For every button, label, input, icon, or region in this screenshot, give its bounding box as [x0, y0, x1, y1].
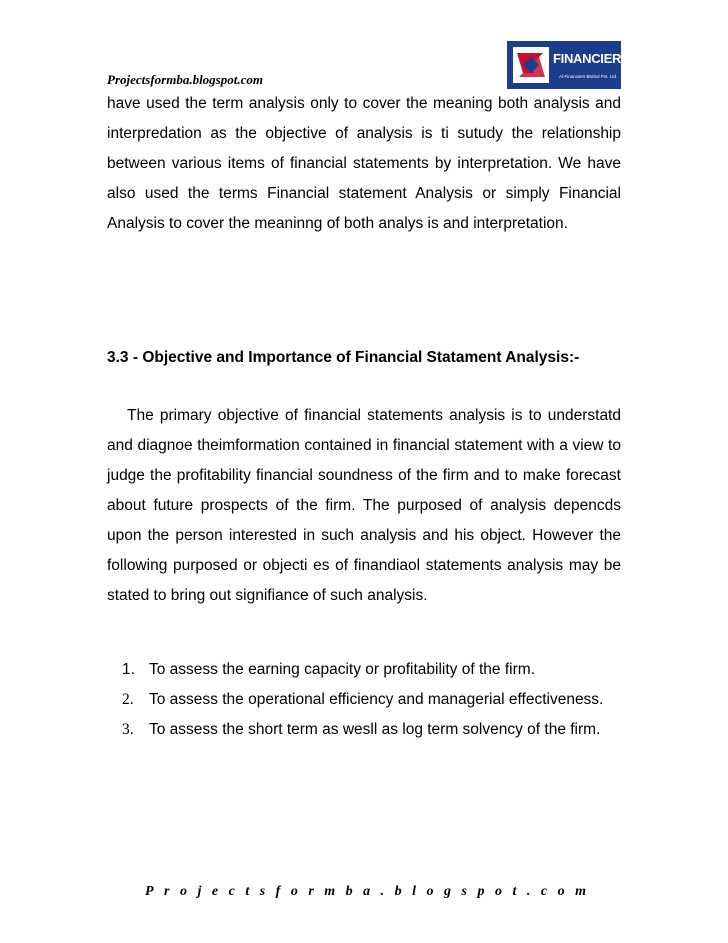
- list-item-number: 3.: [122, 721, 134, 738]
- list-item: [122, 715, 621, 745]
- list-item-text: To assess the operational efficiency and managerial effectiveness.: [149, 691, 604, 708]
- logo-mark-icon: [513, 47, 549, 83]
- paragraph-objective: The primary objective of financial statements analysis is to understatd and diagnoe theimformation contained in financial statement with a view to judge the profitability financial soundness of the firm and to make forecast about future prospects of the firm. The purposed of analysis depencds upon the person interested in such analysis and his object. However the following purposed or objecti es of finandiaol statements analysis may be stated to bring out signifiance of such analysis.: [107, 407, 621, 604]
- list-item-number: 2.: [122, 691, 134, 708]
- list-item-text: To assess the earning capacity or profitability of the firm.: [149, 661, 535, 678]
- paragraph-intro: have used the term analysis only to cover the meaning both analysis and interpredation as the objective of analysis is ti sutudy the relationship between various items of financial statements by interpretation. We have also used the terms Financial statement Analysis or simply Financial Analysis to cover the meaninng of both analys is and interpretation.: [107, 95, 621, 232]
- objectives-list: [122, 655, 621, 745]
- section-heading: 3.3 - Objective and Importance of Financial Statament Analysis:-: [107, 349, 580, 366]
- list-item-number: 1.: [122, 661, 135, 678]
- list-item-text: To assess the short term as wesll as log term solvency of the firm.: [149, 721, 601, 738]
- list-item: [122, 655, 621, 685]
- logo-text: FINANCIERs: [553, 51, 629, 66]
- financiers-logo: [507, 41, 629, 89]
- list-item: [122, 685, 621, 715]
- footer-site-name: Projectsformba.blogspot.com: [145, 884, 597, 899]
- header-site-name: Projectsformba.blogspot.com: [107, 72, 263, 87]
- logo-subtext: Al-Financiers Bnrbol Pvt. Ltd.: [559, 74, 618, 79]
